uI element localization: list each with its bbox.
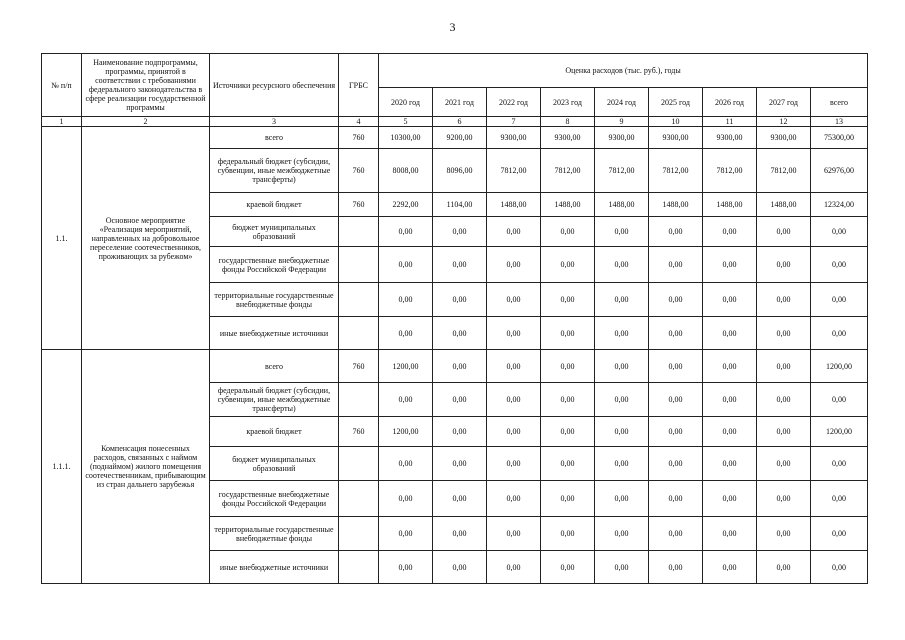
year-value: 1104,00	[433, 193, 487, 217]
table-row	[42, 127, 868, 149]
header-year: 2026 год	[703, 88, 757, 117]
year-value: 0,00	[595, 551, 649, 584]
year-value: 8096,00	[433, 149, 487, 193]
total-value: 0,00	[811, 383, 868, 417]
funding-source: иные внебюджетные источники	[210, 551, 339, 584]
page-number: 3	[449, 20, 456, 34]
funding-source: бюджет муниципальных образований	[210, 447, 339, 481]
year-value: 0,00	[433, 383, 487, 417]
year-value: 0,00	[541, 383, 595, 417]
year-value: 0,00	[703, 517, 757, 551]
year-value: 0,00	[541, 481, 595, 517]
header-year: 2023 год	[541, 88, 595, 117]
year-value: 0,00	[703, 283, 757, 317]
grbs-code	[339, 517, 379, 551]
year-value: 0,00	[703, 383, 757, 417]
year-value: 0,00	[379, 283, 433, 317]
year-value: 0,00	[595, 247, 649, 283]
grbs-code	[339, 383, 379, 417]
column-index: 13	[811, 117, 868, 127]
column-index: 3	[210, 117, 339, 127]
year-value: 0,00	[379, 517, 433, 551]
year-value: 0,00	[757, 417, 811, 447]
year-value: 0,00	[541, 447, 595, 481]
year-value: 0,00	[703, 217, 757, 247]
total-value: 0,00	[811, 217, 868, 247]
year-value: 7812,00	[595, 149, 649, 193]
funding-source: краевой бюджет	[210, 193, 339, 217]
column-index: 6	[433, 117, 487, 127]
header-year: 2025 год	[649, 88, 703, 117]
year-value: 0,00	[703, 481, 757, 517]
year-value: 9300,00	[757, 127, 811, 149]
year-value: 0,00	[541, 350, 595, 383]
total-value: 0,00	[811, 247, 868, 283]
year-value: 0,00	[703, 317, 757, 350]
year-value: 0,00	[487, 317, 541, 350]
year-value: 0,00	[649, 350, 703, 383]
year-value: 1488,00	[541, 193, 595, 217]
funding-source: территориальные государственные внебюджетные фонды	[210, 517, 339, 551]
funding-source: территориальные государственные внебюджетные фонды	[210, 283, 339, 317]
funding-source: федеральный бюджет (субсидии, субвенции, иные межбюджетные трансферты)	[210, 149, 339, 193]
year-value: 0,00	[595, 317, 649, 350]
year-value: 0,00	[757, 383, 811, 417]
year-value: 0,00	[541, 551, 595, 584]
header-year-total: всего	[811, 88, 868, 117]
year-value: 0,00	[487, 517, 541, 551]
year-value: 0,00	[433, 247, 487, 283]
year-value: 0,00	[595, 481, 649, 517]
year-value: 1488,00	[487, 193, 541, 217]
grbs-code	[339, 481, 379, 517]
year-value: 0,00	[379, 383, 433, 417]
year-value: 0,00	[757, 551, 811, 584]
year-value: 2292,00	[379, 193, 433, 217]
year-value: 0,00	[595, 447, 649, 481]
year-value: 0,00	[433, 283, 487, 317]
header-year: 2027 год	[757, 88, 811, 117]
year-value: 0,00	[757, 247, 811, 283]
grbs-code	[339, 283, 379, 317]
total-value: 62976,00	[811, 149, 868, 193]
year-value: 0,00	[595, 350, 649, 383]
grbs-code	[339, 447, 379, 481]
funding-source: всего	[210, 350, 339, 383]
column-index: 10	[649, 117, 703, 127]
funding-source: федеральный бюджет (субсидии, субвенции, иные межбюджетные трансферты)	[210, 383, 339, 417]
year-value: 0,00	[541, 317, 595, 350]
year-value: 0,00	[649, 551, 703, 584]
year-value: 0,00	[379, 247, 433, 283]
year-value: 0,00	[649, 317, 703, 350]
year-value: 0,00	[433, 517, 487, 551]
year-value: 0,00	[595, 383, 649, 417]
grbs-code: 760	[339, 193, 379, 217]
year-value: 1488,00	[649, 193, 703, 217]
year-value: 0,00	[703, 247, 757, 283]
column-index-row	[42, 117, 868, 127]
grbs-code	[339, 247, 379, 283]
year-value: 0,00	[487, 247, 541, 283]
header-name: Наименование подпрограммы, программы, принятой в соответствии с требованиями федерального законодательства в сфере реализации государственной программы	[82, 54, 210, 117]
year-value: 0,00	[649, 247, 703, 283]
column-index: 5	[379, 117, 433, 127]
section-name: Основное мероприятие «Реализация мероприятий, направленных на добровольное переселение соотечественников, проживающих за рубежом»	[82, 127, 210, 350]
year-value: 0,00	[487, 383, 541, 417]
year-value: 1200,00	[379, 350, 433, 383]
column-index: 7	[487, 117, 541, 127]
funding-source: всего	[210, 127, 339, 149]
year-value: 0,00	[703, 417, 757, 447]
year-value: 0,00	[433, 350, 487, 383]
year-value: 0,00	[487, 417, 541, 447]
year-value: 0,00	[379, 317, 433, 350]
year-value: 0,00	[541, 283, 595, 317]
year-value: 0,00	[433, 481, 487, 517]
header-source: Источники ресурсного обеспечения	[210, 54, 339, 117]
year-value: 9200,00	[433, 127, 487, 149]
total-value: 0,00	[811, 283, 868, 317]
year-value: 0,00	[433, 417, 487, 447]
year-value: 0,00	[487, 447, 541, 481]
total-value: 1200,00	[811, 417, 868, 447]
year-value: 1488,00	[757, 193, 811, 217]
year-value: 0,00	[433, 217, 487, 247]
header-year: 2024 год	[595, 88, 649, 117]
column-index: 9	[595, 117, 649, 127]
year-value: 0,00	[649, 517, 703, 551]
year-value: 1488,00	[595, 193, 649, 217]
year-value: 0,00	[757, 481, 811, 517]
total-value: 0,00	[811, 317, 868, 350]
year-value: 0,00	[541, 217, 595, 247]
year-value: 0,00	[649, 481, 703, 517]
year-value: 0,00	[649, 283, 703, 317]
year-value: 0,00	[757, 517, 811, 551]
year-value: 7812,00	[541, 149, 595, 193]
column-index: 8	[541, 117, 595, 127]
section-number: 1.1.1.	[42, 350, 82, 584]
column-index: 1	[42, 117, 82, 127]
year-value: 0,00	[595, 217, 649, 247]
year-value: 0,00	[649, 447, 703, 481]
year-value: 0,00	[703, 447, 757, 481]
year-value: 0,00	[703, 551, 757, 584]
header-year: 2022 год	[487, 88, 541, 117]
year-value: 0,00	[379, 481, 433, 517]
year-value: 0,00	[487, 551, 541, 584]
table-body	[42, 54, 868, 584]
year-value: 1488,00	[703, 193, 757, 217]
year-value: 0,00	[649, 383, 703, 417]
year-value: 0,00	[757, 317, 811, 350]
grbs-code: 760	[339, 417, 379, 447]
year-value: 0,00	[703, 350, 757, 383]
header-row-top	[42, 54, 868, 88]
year-value: 9300,00	[703, 127, 757, 149]
year-value: 0,00	[541, 417, 595, 447]
funding-source: государственные внебюджетные фонды Российской Федерации	[210, 481, 339, 517]
header-num: № п/п	[42, 54, 82, 117]
year-value: 0,00	[541, 517, 595, 551]
total-value: 0,00	[811, 551, 868, 584]
funding-source: государственные внебюджетные фонды Российской Федерации	[210, 247, 339, 283]
year-value: 0,00	[595, 517, 649, 551]
year-value: 0,00	[649, 417, 703, 447]
year-value: 0,00	[379, 551, 433, 584]
year-value: 0,00	[757, 283, 811, 317]
total-value: 75300,00	[811, 127, 868, 149]
section-number: 1.1.	[42, 127, 82, 350]
grbs-code: 760	[339, 127, 379, 149]
year-value: 0,00	[757, 350, 811, 383]
year-value: 0,00	[379, 217, 433, 247]
year-value: 7812,00	[703, 149, 757, 193]
column-index: 4	[339, 117, 379, 127]
year-value: 9300,00	[487, 127, 541, 149]
header-year: 2020 год	[379, 88, 433, 117]
year-value: 0,00	[433, 447, 487, 481]
grbs-code	[339, 217, 379, 247]
year-value: 0,00	[757, 447, 811, 481]
year-value: 7812,00	[649, 149, 703, 193]
grbs-code	[339, 317, 379, 350]
funding-source: краевой бюджет	[210, 417, 339, 447]
year-value: 0,00	[487, 283, 541, 317]
grbs-code	[339, 551, 379, 584]
year-value: 0,00	[433, 317, 487, 350]
year-value: 0,00	[487, 350, 541, 383]
column-index: 12	[757, 117, 811, 127]
grbs-code: 760	[339, 149, 379, 193]
year-value: 1200,00	[379, 417, 433, 447]
header-estimate: Оценка расходов (тыс. руб.), годы	[379, 54, 868, 88]
header-grbs: ГРБС	[339, 54, 379, 117]
year-value: 10300,00	[379, 127, 433, 149]
year-value: 0,00	[649, 217, 703, 247]
year-value: 0,00	[487, 217, 541, 247]
funding-source: бюджет муниципальных образований	[210, 217, 339, 247]
year-value: 9300,00	[595, 127, 649, 149]
table-row	[42, 350, 868, 383]
total-value: 0,00	[811, 447, 868, 481]
year-value: 0,00	[541, 247, 595, 283]
budget-table	[41, 53, 868, 584]
year-value: 0,00	[379, 447, 433, 481]
total-value: 0,00	[811, 517, 868, 551]
column-index: 2	[82, 117, 210, 127]
total-value: 12324,00	[811, 193, 868, 217]
grbs-code: 760	[339, 350, 379, 383]
column-index: 11	[703, 117, 757, 127]
year-value: 0,00	[757, 217, 811, 247]
year-value: 0,00	[595, 417, 649, 447]
year-value: 7812,00	[487, 149, 541, 193]
year-value: 7812,00	[757, 149, 811, 193]
header-year: 2021 год	[433, 88, 487, 117]
total-value: 0,00	[811, 481, 868, 517]
year-value: 0,00	[433, 551, 487, 584]
section-name: Компенсация понесенных расходов, связанных с наймом (поднаймом) жилого помещения соотечественникам, прибывающим из стран дальнего зарубежья	[82, 350, 210, 584]
funding-source: иные внебюджетные источники	[210, 317, 339, 350]
year-value: 0,00	[487, 481, 541, 517]
year-value: 9300,00	[541, 127, 595, 149]
year-value: 9300,00	[649, 127, 703, 149]
year-value: 0,00	[595, 283, 649, 317]
year-value: 8008,00	[379, 149, 433, 193]
total-value: 1200,00	[811, 350, 868, 383]
